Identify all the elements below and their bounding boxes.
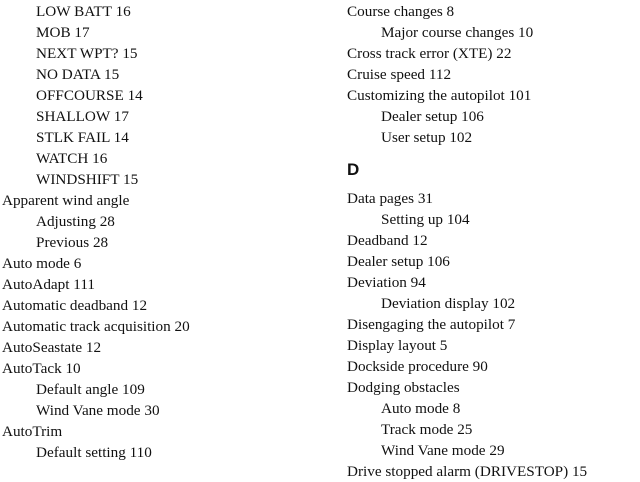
index-subentry: WATCH 16 <box>36 150 108 167</box>
index-entry: Automatic track acquisition 20 <box>2 318 190 335</box>
index-entry: Dockside procedure 90 <box>347 358 488 375</box>
index-entry: Drive stopped alarm (DRIVESTOP) 15 <box>347 463 588 480</box>
index-column-left <box>2 1 332 463</box>
index-subentry: LOW BATT 16 <box>36 3 131 20</box>
index-subentry: Major course changes 10 <box>381 24 534 41</box>
index-subentry: Dealer setup 106 <box>381 108 484 125</box>
index-entry: Automatic deadband 12 <box>2 297 148 314</box>
index-subentry: WINDSHIFT 15 <box>36 171 139 188</box>
index-column-right <box>347 1 637 482</box>
index-subentry: SHALLOW 17 <box>36 108 129 125</box>
index-subentry: OFFCOURSE 14 <box>36 87 143 104</box>
index-entry: AutoAdapt 111 <box>2 276 95 293</box>
index-subentry: User setup 102 <box>381 129 473 146</box>
index-subentry: NEXT WPT? 15 <box>36 45 138 62</box>
index-subentry: Adjusting 28 <box>36 213 115 230</box>
index-entry: Data pages 31 <box>347 190 434 207</box>
section-letter-heading: D <box>347 160 360 179</box>
index-entry: AutoTrim <box>2 423 63 440</box>
index-subentry: Wind Vane mode 30 <box>36 402 160 419</box>
index-subentry: Default angle 109 <box>36 381 145 398</box>
index-subentry: Default setting 110 <box>36 444 152 461</box>
index-entry: Display layout 5 <box>347 337 448 354</box>
index-subentry: STLK FAIL 14 <box>36 129 129 146</box>
index-group-c <box>347 1 637 148</box>
index-entry: Cruise speed 112 <box>347 66 452 83</box>
index-entry: Dealer setup 106 <box>347 253 450 270</box>
index-subentry: Deviation display 102 <box>381 295 516 312</box>
index-entry: Deviation 94 <box>347 274 426 291</box>
index-entry: Deadband 12 <box>347 232 428 249</box>
index-subentry: Track mode 25 <box>381 421 473 438</box>
index-subentry: Setting up 104 <box>381 211 470 228</box>
index-subentry: NO DATA 15 <box>36 66 120 83</box>
index-subentry: Previous 28 <box>36 234 109 251</box>
index-entry: Course changes 8 <box>347 3 455 20</box>
index-entry: Disengaging the autopilot 7 <box>347 316 516 333</box>
index-subentry: Auto mode 8 <box>381 400 461 417</box>
index-entry: Cross track error (XTE) 22 <box>347 45 512 62</box>
index-entry: Apparent wind angle <box>2 192 130 209</box>
index-entry: AutoTack 10 <box>2 360 81 377</box>
index-group-d <box>347 188 637 482</box>
index-subentry: MOB 17 <box>36 24 90 41</box>
index-entry: Customizing the autopilot 101 <box>347 87 532 104</box>
index-subentry: Wind Vane mode 29 <box>381 442 505 459</box>
index-entry: Auto mode 6 <box>2 255 82 272</box>
index-entry: AutoSeastate 12 <box>2 339 102 356</box>
index-entry: Dodging obstacles <box>347 379 460 396</box>
